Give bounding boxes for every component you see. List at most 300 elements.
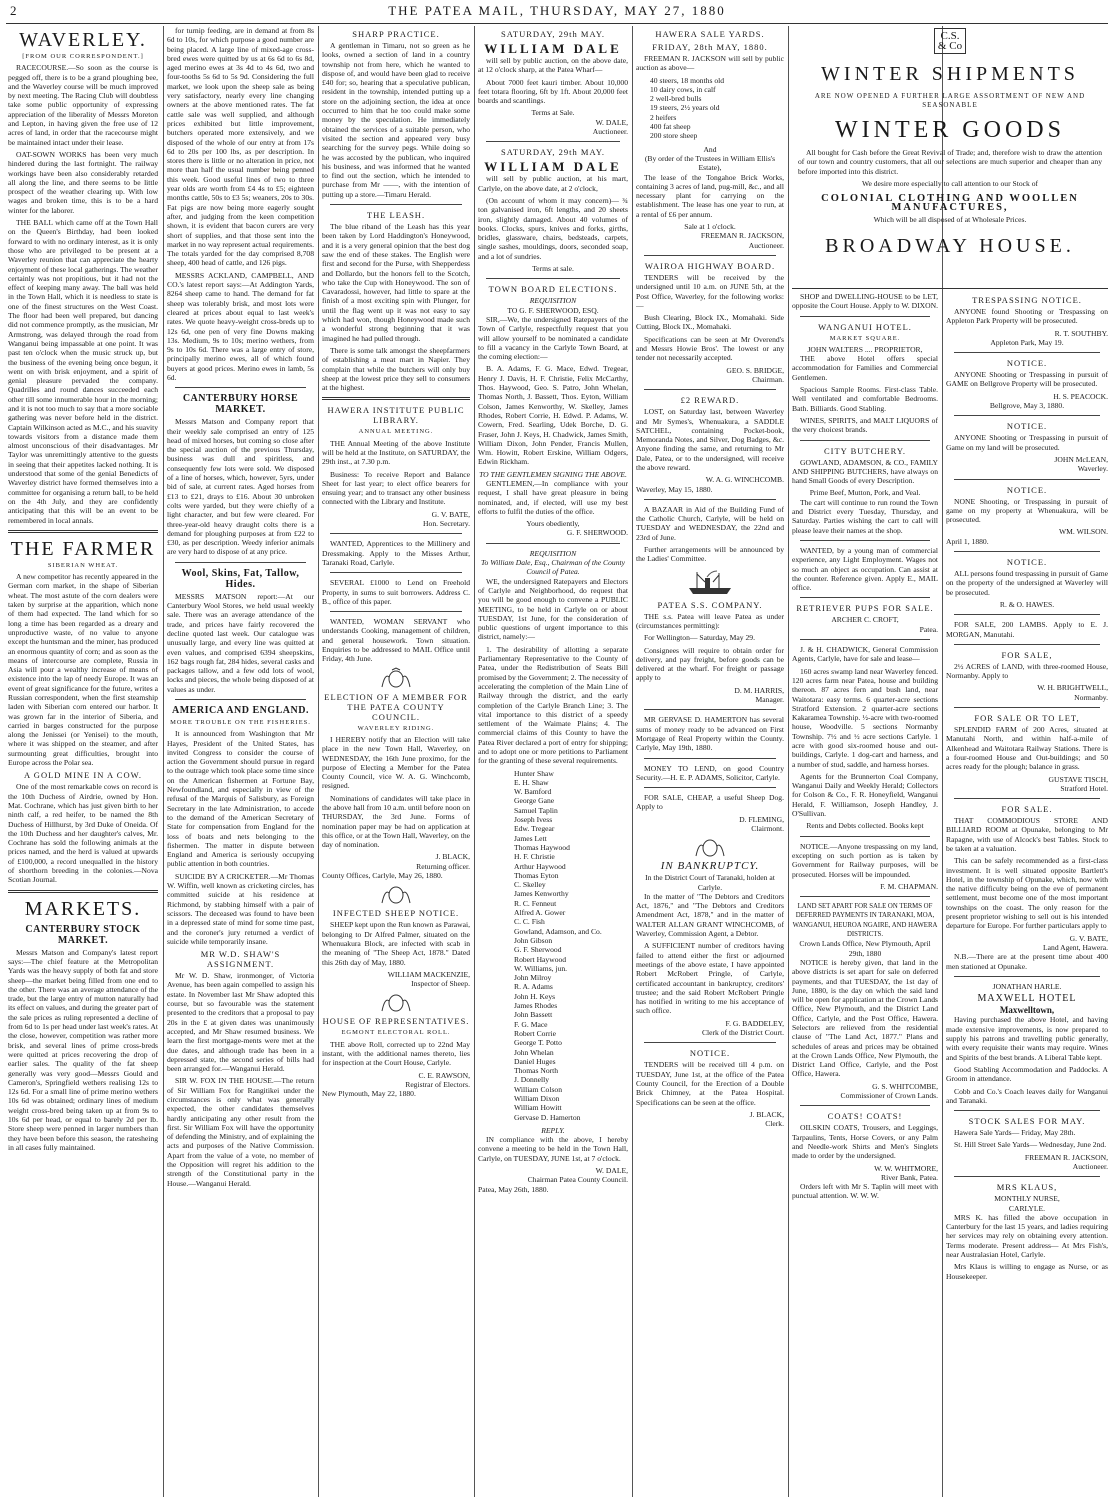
ad-text: Spacious Sample Rooms. First-class Table. Well ventilated and comfortable Bedrooms. Bath. Billiards. Good Stabling.: [792, 385, 938, 413]
ad-text: ANYONE Shooting or Trespassing in pursuit of Game on my land will be prosecuted.: [946, 433, 1108, 452]
ad-text: Mrs Klaus is willing to engage as Nurse, or as Housekeeper.: [946, 1262, 1108, 1281]
ad-rule: [800, 836, 930, 837]
signatory-name: George T. Potto: [514, 1038, 562, 1048]
royal-crest-icon: [693, 836, 727, 858]
article-headline: CANTERBURY HORSE MARKET.: [182, 393, 299, 416]
dateline: Waverley, May 15, 1880.: [636, 484, 713, 494]
ad-headline: PATEA S.S. COMPANY.: [657, 599, 763, 610]
signatory-name: John Milroy: [514, 973, 552, 983]
advert-headline: WINTER GOODS: [835, 117, 1065, 143]
ad-rule: [800, 316, 930, 317]
signature: WM. WILSON.: [1058, 527, 1108, 537]
article-headline: MR W.D. SHAW'S ASSIGNMENT.: [200, 949, 281, 970]
ad-rule: [644, 709, 776, 710]
ad-rule: [800, 1105, 930, 1106]
article-paragraph: THE BALL which came off at the Town Hall on the Queen's Birthday, had been looked forward to with no ordinary interest, as it is only those who are privileged to be present at a Waverley reunion that can appreciate the hearty enjoyment of these local gatherings. The weather certainly was not propitious, but it had not the effect of keeping many away. The ball was held in the Town Hall, which it is needless to state is one of the finest structures on the West Coast. The floor had been well prepared, but dancing did not commence promptly, as the musician, Mr Armstrong, was delayed through the road from Wanganui being impassable at one point. It was past ten o'clock when the music struck up, but the business of the evening being once begun, it went on with brisk enjoyment, and a spirit of genial pleasure pervaded the company. Quadrilles and round dances succeeded each other till some innumerable hour in the morning; and it is not too much to say that a more sociable gathering was never before held in the district. Captain Wilkinson acted as M.C., and his suavity towards visitors from a distance made them almost unconscious of their disadvantages. Mr Taylor was unremittingly attentive to the guests in seeing that their appetites lacked nothing. It is understood that some of the genial Benedicts of Waverley district have formed themselves into a committee for organising a return ball, to be held on the 4th July, and they are confidently anticipating that this will be an event to be remembered in local annals.: [8, 218, 158, 525]
ad-text: Consignees will require to obtain order for delivery, and pay freight, before goods can be delivered at the wharf. For freight or passage apply to: [636, 645, 784, 683]
signature: JOHN McLEAN,: [1054, 454, 1108, 464]
signature-title: Auctioneer.: [748, 240, 784, 250]
ad-text: Terms at Sale.: [531, 108, 575, 118]
ad-rule: [800, 440, 930, 441]
signature: G. V. BATE,: [431, 509, 470, 519]
ad-text: NOTICE is hereby given, that land in the above districts is set apart for sale on deferred payments, and that TUESDAY, the 1st day of June, 1880, is the day on which the said land will be open for application at the Crown Lands Office, New Plymouth, and the District Land Office, Carlyle, and the Post Office, Hawera. Selectors are relieved from the residential clause of "The Land Act, 1877." Plans and schedules of areas and prices may be obtained at the Crown Lands Office, New Plymouth, the District Land Office, Carlyle, and the Post Office, Hawera.: [792, 957, 938, 1079]
ad-text: 2½ ACRES of LAND, with three-roomed House, Normanby. Apply to: [946, 661, 1108, 681]
signatory-name: John Gibson: [514, 935, 553, 945]
ad-rule: [644, 389, 776, 390]
advert-text: Which will be all disposed of at Wholesale Prices.: [873, 214, 1027, 224]
ad-rule: [644, 758, 776, 759]
article-paragraph: A gentleman in Timaru, not so green as he looks, owned a section of land in a country township not from here, which he wanted to dispose of, and would have been glad to receive £40 for; so, hearing that a speculative publican, resident in the township, intended putting up a store on the adjoining section, the idea at once occurred to him that he too could make some money by the speculation. He immediately obtained the services of a suitable person, who visited the section and appeared very busy searching for the survey pegs. While doing so he was accosted by the publican, who inquired his business, and was informed that he wanted to find out the section, which he intended to purchase from Mr ——, with the intention of putting up a store.—Timaru Herald.: [322, 41, 470, 199]
signature: W. DALE,: [595, 117, 628, 127]
ad-rule: [954, 1110, 1100, 1111]
column-4: [478, 26, 628, 1497]
ad-text: TENDERS will be received till 4 p.m. on TUESDAY, June 1st, at the office of the Patea County Council, for the Erection of a Double Brick Chimney, at the Patea Hospital. Specifications can be seen at the office.: [636, 1060, 784, 1107]
ad-text: MONEY TO LEND, on good Country Security.—H. E. P. ADAMS, Solicitor, Carlyle.: [636, 763, 784, 782]
article-paragraph: The blue riband of the Leash has this year been taken by Lord Haddington's Honeywood, and it is a very general opinion that the best dog saw the end of these stakes. The English were first and second for the Purse, with Shepperdess and Dollardo, but the honors fell to the Scotch, who take the Cup with Honeywood. The son of Cavaradossi, however, had little to spare at the finish of a most exciting spin with Plunger, for until the flag went up it was not easy to say which had won, though Honeywood made such a wonderful strong beginning that it was imagined he had pulled through.: [322, 222, 470, 343]
signature-title: Normanby.: [1074, 692, 1108, 702]
ad-headline: SATURDAY, 29th MAY.: [500, 147, 606, 158]
signature: GUSTAVE TISCH,: [1048, 774, 1108, 784]
ad-text: B. A. Adams, F. G. Mace, Edwd. Tregear, Henry J. Davis, H. F. Christie, Felix McCarthy, Thos. Haywood, Geo. S. Patro, John Whelan, Thomas North, J. Bassett, Thos. Eyton, William Colson, James Kenworthy, W. Skelley, James Rhodes, Robert Corrie, H. Edwd. P. Adams, W. Cowern, Fred. Searling, Udek Borche, D. G. Fraser, John J. Keys, H. Chadwick, James Smith, William Dixon, John Pender, Francis Mullen, Wm. Howitt, Robert Erskine, William Odgers, Edwin Rickham.: [478, 364, 628, 467]
ad-rule: [644, 1042, 776, 1043]
ad-text: TENDERS will be received by the undersigned until 10 a.m. on JUNE 5th, at the Post Office, Waverley, for the following works:—: [636, 272, 784, 310]
ad-rule: [800, 896, 930, 897]
proprietor-name: JONATHAN HARLE.: [992, 981, 1062, 991]
signature-title: Auctioneer.: [1072, 1162, 1108, 1171]
ad-headline: FOR SALE.: [1001, 804, 1053, 815]
ad-headline: ELECTION OF A MEMBER FOR THE PATEA COUNTY COUNCIL.: [324, 691, 468, 722]
ad-headline: TOWN BOARD ELECTIONS.: [488, 284, 618, 295]
royal-crest-icon: [379, 667, 413, 689]
ad-text: WANTED, by a young man of commercial experience, any Light Employment. Wages not so much an object as occupation. Can assist at the counter. Reference given. Apply E., MAIL office.: [792, 545, 938, 593]
signature-title: Inspector of Sheep.: [411, 979, 470, 989]
article-paragraph: Mr W. D. Shaw, ironmonger, of Victoria Avenue, has been again compelled to assign his estate. In November last Mr Shaw adopted this course, but so favourable was the statement presented to the creditors that a proposal to pay 20s in the £ at given dates was unanimously accepted, and Mr Shaw resumed business. We learn the first mortgage-ments were met at the due dates, and although trade has been in a depressed state, the second series of bills had been arranged for.—Wanganui Herald.: [167, 971, 314, 1074]
article-headline: SHARP PRACTICE.: [352, 29, 440, 39]
column-1: [8, 26, 158, 1497]
ad-text: (By order of the Trustees in William Ellis's Estate),: [644, 153, 776, 173]
signatory-name: Robert Corrie: [514, 1028, 556, 1038]
column-divider: [318, 26, 319, 1497]
article-headline: A GOLD MINE IN A COW.: [24, 770, 142, 781]
signatory-name: H. F. Christie: [514, 852, 555, 862]
signatory-name: Alfred A. Gower: [514, 908, 566, 918]
signatory-list: [514, 769, 628, 1122]
signatory-name: C. Skelley: [514, 880, 546, 890]
signature: F. M. CHAPMAN.: [880, 881, 938, 891]
signature: W. A. G. WINCHCOMB.: [705, 475, 784, 485]
article-paragraph: A new competitor has recently appeared in the German corn market, in the shape of Siberian wheat. The most astute of the corn dealers were taken by surprise at the apparition, which none of them had expected. The land which for so long a time has been regarded as a dreary and unproductive waste, of no value to anyone except the huntsman and the miner, has produced an enormous quantity of corn; and as soon as the means of intercourse are complete, Russia in Asia will pour a wealthy increase of means of existence into the lap of needy Europe. It was an event of great significance for the future, writes a Russian correspondent, when the first steamship laden with Siberian corn entered our harbor. It was grown far in the interior of Siberia, and carried in barges constructed for the purpose along the Jenissei (or Yenisei) to the mouth, where it was shipped on the steamer, and after surmounting great difficulties, brought into Europe across the Polar sea.: [8, 572, 158, 768]
ad-text: NONE Shooting, or Trespassing in pursuit of game on my property at Whenuakura, will be prosecuted.: [946, 496, 1108, 525]
ad-headline: NOTICE.: [1006, 358, 1048, 369]
ad-rule: [954, 352, 1100, 353]
signatory-name: Hunter Shaw: [514, 768, 554, 778]
auctioneer-name: WILLIAM DALE: [484, 41, 622, 56]
ad-text: The lease of the Tongahoe Brick Works, containing 3 acres of land, pug-mill, &c., and all necessary plant for carrying on the establishment. The lease has one year to run, at a rental of £6 per annum.: [636, 172, 784, 219]
signatory-name: Thomas Haywood: [514, 842, 570, 852]
ad-text: GOWLAND, ADAMSON, & CO., FAMILY AND SHIPPING BUTCHERS, have always on hand Small Goods of every Description.: [792, 457, 938, 486]
ad-subtitle: CARLYLE.: [1008, 1203, 1046, 1213]
ad-text: ANYONE found Shooting or Trespassing on Appleton Park Property will be prosecuted.: [946, 307, 1108, 326]
signatory-name: E. H. Shaw: [514, 777, 549, 787]
signature: J. BLACK,: [749, 1109, 784, 1119]
ad-text: Further arrangements will be announced by the Ladies' Committee.: [636, 545, 784, 564]
ad-headline: RETRIEVER PUPS FOR SALE.: [796, 603, 934, 614]
signature-title: Hon. Secretary.: [423, 519, 470, 529]
ad-text: MRS K. has filled the above occupation in Canterbury for the last 15 years, and ladies requiring her services may rely on obtaining every attention. Terms moderate. Present address— At Mrs Fish's, near Australasian Hotel, Carlyle.: [946, 1212, 1108, 1260]
signatory-name: James Lett: [514, 833, 547, 843]
ad-headline: HAWERA SALE YARDS.: [655, 29, 765, 39]
ad-text: ANYONE Shooting or Trespassing in pursuit of GAME on Bellgrove Property will be prosecuted.: [946, 370, 1108, 389]
ad-text: FREEMAN R. JACKSON will sell by public auction as above—: [636, 54, 784, 73]
article-paragraph: There is some talk amongst the sheepfarmers of establishing a meat mart in Napier. They complain that while the butchers will only buy sheep at the lowest price they sell to consumers at the highest.: [322, 345, 470, 393]
ad-text: SHEEP kept upon the Run known as Parawai, belonging to Dr Alfred Palmer, situated on the Whenuakura Block, are infected with scab in the meaning of "The Sheep Act, 1878." Dated this 26th day of May, 1880.: [322, 920, 470, 967]
signature: R. & O. HAWES.: [999, 599, 1055, 609]
ad-text: THE above Hotel offers special accommodation for Families and Commercial Gentlemen.: [792, 354, 938, 382]
article-rule: [175, 699, 306, 700]
article-headline: CANTERBURY STOCK MARKET.: [25, 923, 141, 946]
ad-subtitle: To William Dale, Esq., Chairman of the County Council of Patea.: [480, 558, 625, 577]
signature: FREEMAN R. JACKSON,: [1024, 1152, 1108, 1162]
royal-crest-icon: [379, 991, 413, 1013]
signature: G. F. SHERWOOD.: [566, 528, 628, 538]
ad-text: THE above Roll, corrected up to 22nd May instant, with the additional names thereto, lies for inspection at the Court House, Carlyle.: [322, 1039, 470, 1068]
ad-headline: MAXWELL HOTEL: [977, 993, 1077, 1005]
ad-text: About 7000 feet kauri timber. About 10,000 feet totara flooring, 6ft by 1ft. About 20,000 feet boards and scantlings.: [478, 77, 628, 106]
ad-headline: WANGANUI HOTEL.: [818, 321, 912, 332]
signatory-name: F. G. Mace: [514, 1019, 548, 1029]
signature: G. V. BATE,: [1069, 933, 1108, 943]
page-number: 2: [10, 3, 17, 18]
article-headline: THE LEASH.: [366, 210, 426, 221]
signatory-name: William Howitt: [514, 1103, 562, 1113]
section-rule: [8, 890, 158, 893]
ad-text: Hawera Sale Yards— Friday, May 28th.: [954, 1128, 1076, 1138]
ad-headline: WAIROA HIGHWAY BOARD.: [644, 260, 776, 271]
company-logo: C.S. & Co: [934, 28, 966, 54]
ad-rule: [954, 976, 1100, 977]
signature: G. S. WHITCOMBE,: [872, 1081, 938, 1091]
dateline: April 1, 1880.: [946, 536, 989, 546]
ad-subtitle: FRIDAY, 28th MAY, 1880.: [652, 42, 768, 52]
ad-text: Orders left with Mr S. Taplin will meet with punctual attention. W. W. W.: [792, 1182, 938, 1201]
article-paragraph: OAT-SOWN WORKS has been very much hindered during the last fortnight. The railway workings have been also considerably retarded all along the line, and there seems to be little prospect of the weather clearing up. With low wages and broken time, this is to be a hard winter for the laborer.: [8, 149, 158, 215]
signatory-name: James Kenworthy: [514, 889, 569, 899]
article-headline: Wool, Skins, Fat, Tallow, Hides.: [181, 567, 300, 590]
ad-headline: COATS! COATS!: [827, 1111, 903, 1122]
signature: D. FLEMING,: [739, 814, 784, 824]
article-headline: AMERICA AND ENGLAND.: [172, 705, 309, 716]
ad-subtitle: WAVERLEY RIDING.: [357, 724, 435, 732]
signatory-name: Gervase D. Hamerton: [514, 1112, 581, 1122]
livestock-item: 2 well-bred bulls: [650, 94, 702, 104]
signatory-name: John H. Keys: [514, 991, 556, 1001]
ad-text: Cobb and Co.'s Coach leaves daily for Wanganui and Taranaki.: [946, 1086, 1108, 1105]
ad-text: SHOP and DWELLING-HOUSE to be LET, opposite the Court House. Apply to W. DIXON.: [792, 292, 938, 311]
article-paragraph: Messrs Matson and Company's latest report says:—The chief feature at the Metropolitan Yards was the heavy supply of both fat and store sheep—the market being filled from one end to the other. There was an average attendance of the trade, but the large entry of mutton naturally had its effect on values, and during the greater part of the sale prices as ruling represented a decline of from 6d to 1s per head under last week's rates. At the close, however, competition was rather more brisk, and several lines of prime cross-breds were quitted at prices recovering the drop of earlier sales. The quality of the fat sheep generally was very good—Messrs Gould and Cameron's, Springfield wethers realising 12s to 12s 6d. For a small line of prime merino wethers 10s 6d was obtained; ordinary lines of medium weight cross-bred being taken up at from 9s to 10s 6d per head, or equal to barely 2d per lb. Store sheep were penned in larger numbers than they have been before this season, the ratesheing in all cases fully maintained.: [8, 947, 158, 1152]
signatory-name: Arthur Haywood: [514, 861, 566, 871]
ad-text: ALL persons found trespassing in pursuit of Game on the property of the undersigned at Waverley will be prosecuted.: [946, 569, 1108, 597]
ad-text: Specifications can be seen at Mr Overend's and Messrs Howie Bros'. The lowest or any tender not necessarily accepted.: [636, 334, 784, 363]
ad-subtitle: TO G. F. SHERWOOD, ESQ.: [507, 305, 599, 315]
article-paragraph: SIR W. FOX IN THE HOUSE.—The return of Sir William Fox for Rangitikei under the circumstances is only what was generally expected, the other candidates themselves hardly anticipating any other result from the first. Sir William Fox will have the opportunity of defending the Ministry, and of explaining the acts and purposes of the Native Commission. Apart from the value of a vote, no member of the Opposition will regret his addition to the strength of the Constitutional party in the House.—Wanganui Herald.: [167, 1076, 314, 1188]
signature: ARCHER C. CROFT,: [831, 615, 899, 625]
ad-text: (On account of whom it may concern)— ¾ ton galvanised iron, 6ft lengths, and 20 sheets iron, slightly damaged. About 40 volumes of books. Clocks, spurs, knives and forks, girths, bridles, glassware, chairs, bedsteads, carpets, single sashes, mouldings, doors, seconded soap, and a lot of sundries.: [478, 195, 628, 261]
broadway-house-advert: [792, 26, 1108, 289]
dateline: Bellgrove, May 3, 1880.: [989, 401, 1065, 411]
ad-text: Yours obediently,: [526, 519, 580, 529]
livestock-list: [650, 76, 784, 141]
signature: WILLIAM MACKENZIE,: [387, 969, 470, 979]
column-divider: [788, 26, 789, 1497]
article-subtitle: SIBERIAN WHEAT.: [47, 561, 119, 569]
ad-rule: [954, 551, 1100, 552]
signature-title: Stratford Hotel.: [1060, 783, 1108, 793]
article-paragraph: SUICIDE BY A CRICKETER.—Mr Thomas W. Wiffin, well known as cricketing circles, has committed suicide at his residence at Richmond, by stabbing himself with a pair of scissors. The deceased was found to have been in a depressed state of mind for some time past, and the coroner's jury returned a verdict of suicide while temporarily insane.: [167, 871, 314, 946]
column-2: [167, 26, 314, 1497]
livestock-item: 19 steers, 2½ years old: [650, 103, 720, 113]
dateline: County Offices, Carlyle, May 26, 1880.: [322, 871, 443, 881]
signatory-name: C. C. Fish: [514, 917, 545, 927]
ad-text: THE s.s. Patea will leave Patea as under (circumstances permitting):: [636, 611, 784, 630]
ad-headline: NOTICE.: [1006, 557, 1048, 568]
ad-headline: NOTICE.: [1006, 484, 1048, 495]
ad-text: A SUFFICIENT number of creditors having failed to attend either the first or adjourned meetings of the above estate, I have appointed Robert McRobert Pringle, of Carlyle, certificated accountant in bankruptcy, creditors' trustee; and the said Robert McRobert Pringle has notified in writing to me his acceptance of such office.: [636, 941, 784, 1016]
ad-headline: STOCK SALES FOR MAY.: [968, 1116, 1086, 1127]
ad-text: Prime Beef, Mutton, Pork, and Veal.: [809, 488, 921, 498]
advert-text: All bought for Cash before the Great Revival of Trade; and, therefore wish to draw the attention of our town and country customers, that all our selections are much superior and cheaper than any before imported into this district.: [798, 148, 1102, 176]
masthead: [0, 0, 1114, 22]
signatory-name: R. A. Adams: [514, 982, 553, 992]
ad-text: In the matter of "The Debtors and Creditors Act, 1876," and "The Debtors and Creditors Amendment Act, 1878," and in the matter of WALTER ALLAN GRANT WINCHCOMB, of Waverley, Commission Agent, a Debtor.: [636, 891, 784, 939]
ad-headline: IN BANKRUPTCY.: [660, 860, 760, 873]
signature-title: Waverley.: [1077, 464, 1108, 474]
royal-crest-icon: [379, 883, 413, 905]
ad-rule: [644, 787, 776, 788]
livestock-item: 2 heifers: [650, 112, 677, 122]
ad-text: For Wellington— Saturday, May 29.: [644, 633, 755, 643]
ad-text: THAT COMMODIOUS STORE AND BILLIARD ROOM at Opunake, belonging to Mr Rapagne, with use of Alcock's best Tables. Stock to be taken at a valuation.: [946, 816, 1108, 853]
article-paragraph: RACECOURSE.—So soon as the course is pegged off, there is to be a grand ploughing bee, and the Waverley course will be much improved by next meeting. The Racing Club will doubtless take some public opportunity of expressing appreciation of the liberality of Messrs Moreton and Lepton, in having given the free use of 12 acres of land, in order that the racecourse might be maintained intact under their lease.: [8, 63, 158, 147]
ad-text: WANTED, Apprentices to the Millinery and Dressmaking. Apply to the Misses Arthur, Taranaki Road, Carlyle.: [322, 539, 470, 567]
ad-subtitle: MONTHLY NURSE,: [994, 1194, 1060, 1204]
ad-text: SEVERAL £1000 to Lend on Freehold Property, in sums to suit borrowers. Address C. B., office of this paper.: [322, 578, 470, 606]
signatory-name: John Bassett: [514, 1010, 553, 1020]
ad-text: SIR,—We, the undersigned Ratepayers of the Town of Carlyle, respectfully request that you will allow yourself to be nominated a candidate to fill a vacancy in the Carlyle Town Board, at the coming election:—: [478, 314, 628, 362]
signature-title: Land Agent, Hawera.: [1043, 942, 1108, 952]
signatory-name: Daniel Huges: [514, 1056, 556, 1066]
livestock-item: 40 steers, 18 months old: [650, 75, 725, 85]
signature-title: Clerk.: [765, 1119, 784, 1129]
column-3: [322, 26, 470, 1497]
ad-rule: [330, 572, 462, 573]
ad-text: FOR SALE, 200 LAMBS. Apply to E. J. MORGAN, Manutahi.: [946, 620, 1108, 639]
ad-text: I HEREBY notify that an Election will take place in the new Town Hall, Waverley, on WEDNESDAY, the 16th June proximo, for the purpose of Electing a Member for the Patea County Council, vice W. A. G. Winchcomb, resigned.: [322, 734, 470, 791]
ad-headline: NOTICE.: [689, 1048, 731, 1059]
advert-feature: COLONIAL CLOTHING AND WOOLLEN MANUFACTURES,: [821, 193, 1079, 214]
article-paragraph: It is announced from Washington that Mr Hayes, President of the United States, has invited Congress to consider the course of action the Government should pursue in regard to the outrage which took place some time since on the American fishermen at Fortune Bay, Newfoundland, and especially in view of the refusal of the Marquis of Salisbury, as Foreign Secretary in the late Administration, to accede to the demand of the American Secretary of State for compensation from England for the loss of boats and nets belonging to the fishermen. The matter in dispute between England and America is seriously occupying public attention in both countries.: [167, 729, 314, 869]
masthead-title: THE PATEA MAIL, THURSDAY, MAY 27, 1880: [388, 3, 726, 18]
ad-rule: [954, 644, 1100, 645]
ad-rule: [330, 611, 462, 612]
column-divider: [632, 26, 633, 1497]
signatory-name: G. F. Sherwood: [514, 945, 562, 955]
ad-headline: HAWERA INSTITUTE PUBLIC LIBRARY.: [327, 405, 465, 426]
ad-text: A BAZAAR in Aid of the Building Fund of the Catholic Church, Carlyle, will be held on TUESDAY and WEDNESDAY, the 22nd and 23rd of June.: [636, 504, 784, 542]
ad-text: OILSKIN COATS, Trousers, and Leggings, Tarpaulins, Tents, Horse Covers, or any Palm and Needle-work Shirts and Men's Singlets made to order by the undersigned.: [792, 1123, 938, 1161]
ad-text: SPLENDID FARM of 200 Acres, situated at Manutahi North, and within half-a-mile of Alkenhead and Waitotara Railway Stations. There is a four-roomed House and Out-buildings; and 50 acres ready for the plough; balance in grass.: [946, 725, 1108, 772]
signature: W. DALE,: [595, 1166, 628, 1176]
signature: F. G. BADDELEY,: [725, 1018, 784, 1028]
ad-headline: LAND SET APART FOR SALE ON TERMS OF DEFERRED PAYMENTS IN TARANAKI, MOA, WANGANUI, HEUROA NGAIRE, AND HAWERA DISTRICTS.: [792, 903, 938, 939]
signatory-name: Joseph Ivess: [514, 815, 553, 825]
article-paragraph: MESSRS ACKLAND, CAMPBELL, AND CO.'s latest report says:—At Addington Yards, 8264 sheep came to hand. The demand for fat sheep was tolerably brisk, and most lots were cleared at prices about equal to last week's rates. We quote heavy-weight cross-breds up to 12s 6d, one pen of very fine Downs making 13s. Medium, 9s to 10s; merino wethers, from 9s to 10s 6d. There was a large entry of store, principally merino ewes, all of which found buyers at good prices. Merino ewes in lamb, 5s 6d.: [167, 270, 314, 382]
ad-rule: [800, 540, 930, 541]
ad-rule: [800, 597, 930, 598]
signature-title: Chairman Patea County Council.: [527, 1175, 628, 1185]
signature: FREEMAN R. JACKSON,: [700, 231, 784, 241]
ad-text: NOTICE.—Anyone trespassing on my land, excepting on such portion as is taken by Government for Railway purposes, will be prosecuted. Horses will be impounded.: [792, 841, 938, 879]
ad-subtitle: REPLY.: [541, 1125, 565, 1135]
signature-title: Auctioneer.: [592, 127, 628, 137]
article-paragraph: MESSRS MATSON report:—At our Canterbury Wool Stores, we held usual weekly sale. There was an average attendance of the trade, and prices have fairly recovered the decline quoted last week. Our catalogue was unusually large, and every line was quitted at even values, and comprised 6394 sheepskins, 162 bags rough fat, 284 hides, several casks and packages tallow, and a few odd lots of wool, locks and pieces, the whole being disposed of at values as under.: [167, 591, 314, 694]
ad-text: Terms at sale.: [532, 264, 574, 274]
ad-text: MR GERVASE D. HAMERTON has several sums of money ready to be advanced on First Mortgage of Real Property within the County. Carlyle, May 19th, 1880.: [636, 715, 784, 753]
column-divider: [474, 26, 475, 1497]
ad-headline: £2 REWARD.: [680, 395, 740, 406]
article-rule: [175, 387, 306, 388]
ad-text: THE Annual Meeting of the above Institute will be held at the Institute, on SATURDAY, the 29th inst., at 7.30 p.m.: [322, 438, 470, 467]
signature: W. W. WHITMORE,: [874, 1163, 938, 1173]
signatory-name: William Colson: [514, 1084, 562, 1094]
ad-subtitle: EGMONT ELECTORAL ROLL.: [341, 1029, 451, 1037]
ad-text: IN compliance with the above, I hereby convene a meeting to be held in the Town Hall, Carlyle, on TUESDAY, JUNE 1st, at 7 o'clock.: [478, 1135, 628, 1163]
column-5: [636, 26, 784, 1497]
dateline: New Plymouth, May 22, 1880.: [322, 1089, 416, 1099]
signature-title: Clerk of the District Court.: [701, 1028, 784, 1038]
advert-subline: ARE NOW OPENED A FURTHER LARGE ASSORTMENT OF NEW AND SEASONABLE: [814, 92, 1086, 109]
article-subtitle: MORE TROUBLE ON THE FISHERIES.: [170, 719, 311, 726]
ad-text: FOR SALE, CHEAP, a useful Sheep Dog. Apply to: [636, 793, 784, 812]
ad-headline: TRESPASSING NOTICE.: [972, 295, 1082, 305]
ad-text: St. Hill Street Sale Yards— Wednesday, June 2nd.: [954, 1140, 1107, 1150]
signature-title: Patea.: [919, 624, 938, 634]
article-paragraph: for turnip feeding, are in demand at from 8s 6d to 10s, for which purpose a good number are being placed. A large line of mixed-age cross-bred ewes were quitted by us at 6s 6d to 6s 8d, aged merino ewes at 3s 4d to 4s 6d, two and four-tooths 5s 6d to 5s 9d. Considering the full market, we look upon the sheep sale as being very satisfactory, nearly every line changing owners at the above mentioned rates. The fat cattle sale was well supplied, and although prices exhibited but little improvement, butchers operated more extensively, and we disposed of the whole of our entry at from 17s 6d to 20s per 100 lbs, as per description. In stores there is little or no alteration in price, not more than half the usual number being penned this week. Good useful lines of two to three year olds are worth from £4 4s to £5; eighteen months cattle, 50s to £3 5s; weaners, 20s to 30s. Fat pigs are now being more eagerly sought after, and judging from the keen competition shown, it is evident that bacon curers are very short of supplies, and that those sent into the market in no way represent actual requirements. The totals yarded for the day comprised 8,708 sheep, 400 head of cattle, and 126 pigs.: [167, 26, 314, 268]
signatory-name: James Rhodes: [514, 1001, 558, 1011]
ad-rule: [486, 278, 620, 279]
ad-rule: [644, 499, 776, 500]
ad-subtitle: MARKET SQUARE.: [829, 334, 901, 342]
ad-text: Nominations of candidates will take place in the above hall from 10 a.m. until before noon on THURSDAY, the 3rd June. Forms of nomination paper may be had on application at this office, or at the Town Hall, Waverley, on the day of nomination.: [322, 793, 470, 850]
signatory-name: Samuel Taplin: [514, 805, 558, 815]
section-rule: [8, 530, 158, 533]
signature: J. BLACK,: [435, 852, 470, 862]
ad-text: WINES, SPIRITS, and MALT LIQUORS of the very choicest brands.: [792, 415, 938, 435]
section-title-markets: MARKETS.: [24, 897, 142, 920]
signature: H. S. PEACOCK.: [1053, 391, 1108, 401]
ad-rule: [954, 614, 1100, 615]
ad-text: will sell by public auction, at his mart, Carlyle, on the above date, at 2 o'clock,: [478, 174, 628, 193]
ad-text: 1. The desirability of allotting a separate Parliamentary Representative to the County of Patea, under the Redistribution of Seats Bill promised by the Government; 2. The necessity of accelerating the completion of the Main Line of Railway through the district, and the early completion of the Carlyle Branch Line; 3. The vital importance to this district of a speedy settlement of the Waimate Plains; 4. The commercial claims of this County to have the Patea River declared a port of entry for shipping; and to adopt one or more petitions to Parliament for the granting of these several requirements.: [478, 644, 628, 766]
signatory-name: R. C. Fenneut: [514, 898, 557, 908]
signatory-name: Thomas North: [514, 1066, 559, 1076]
column-8: [946, 292, 1108, 1497]
ad-text: Agents for the Brunnerton Coal Company, Wanganui Daily and Weekly Herald; Collectors for Colson & Co., F. R. Honeyfield, Wanganui Herald, F. Williamson, Joseph Handley, J. O'Sullivan.: [792, 771, 938, 819]
signatory-name: J. Donnelly: [514, 1075, 550, 1085]
signatory-name: W. Bamford: [514, 787, 552, 797]
ad-rule: [330, 533, 462, 534]
ad-headline: INFECTED SHEEP NOTICE.: [332, 908, 460, 919]
ad-rule: [954, 479, 1100, 480]
signature-title: Clairmont.: [751, 824, 784, 833]
article-rule: [175, 562, 306, 563]
signature-title: Commissioner of Crown Lands.: [840, 1091, 938, 1101]
article-rule: [330, 204, 462, 205]
section-title-waverley: WAVERLEY.: [19, 29, 147, 51]
ad-rule: [954, 415, 1100, 416]
dateline: Appleton Park, May 19.: [990, 337, 1064, 347]
signatory-name: Edw. Tregear: [514, 824, 555, 834]
signature-title: River Bank, Patea.: [881, 1172, 938, 1182]
ad-rule: [954, 1176, 1100, 1177]
ad-subtitle: REQUISITION: [529, 548, 577, 558]
ad-rule: [486, 141, 620, 142]
ad-subtitle: REQUISITION: [529, 296, 577, 306]
signatory-name: John Whelan: [514, 1047, 554, 1057]
section-rule: [322, 397, 470, 400]
ad-text: The cart will continue to run round the Town and District every Tuesday, Thursday, and Saturday. Parties wishing the cart to call will please leave their names at the shop.: [792, 497, 938, 535]
ad-text: J. & H. CHADWICK, General Commission Agents, Carlyle, have for sale and lease—: [792, 645, 938, 664]
correspondent-line: [FROM OUR CORRESPONDENT.]: [22, 53, 144, 60]
livestock-item: 400 fat sheep: [650, 122, 691, 132]
ad-subtitle: Maxwelltown,: [999, 1005, 1055, 1016]
advert-store-name: BROADWAY HOUSE.: [825, 235, 1075, 258]
auctioneer-name: WILLIAM DALE: [484, 159, 622, 175]
masthead-rule: [6, 23, 1108, 24]
ad-subtitle: ANNUAL MEETING.: [358, 428, 434, 436]
ad-headline: HOUSE OF REPRESENTATIVES.: [322, 1016, 470, 1027]
ad-headline: SATURDAY, 29th MAY.: [500, 29, 606, 39]
signatory-name: William Dixon: [514, 1093, 560, 1103]
signatory-name: W. Williams, jun.: [514, 963, 568, 973]
ad-text: This can be safely recommended as a first-class investment. It is well situated opposite Bartlett's Hotel, in the township of Opunake, which, now with the native difficulty being on the eve of permanent settlement, must become one of the most important townships on the coast. The only reason for the present proprietor wishing to sell out is his intended departure for Europe. For further particulars apply to: [946, 856, 1108, 931]
ad-text: WE, the undersigned Ratepayers and Electors of Carlyle and Neighborhood, do request that you will be good enough to convene a PUBLIC MEETING, to be held in Carlyle on or about TUESDAY, 1st June, for the consideration of public questions of urgent importance to this district, namely:—: [478, 576, 628, 642]
ad-text: N.B.—There are at the present time about 400 men stationed at Opunake.: [946, 952, 1108, 971]
ad-text: Sale at 1 o'clock.: [684, 222, 736, 232]
ad-text: WANTED, WOMAN SERVANT who understands Cooking, management of children, and general housework. Town situation. Enquiries to be addressed to MAIL Office until Friday, 4th June.: [322, 617, 470, 664]
ad-text: Having purchased the above Hotel, and having made extensive improvements, is now prepared to supply his patrons and travelling public generally, with every requisite their wants may require. Wines and Spirits of the best brands. A Liberal Table kept.: [946, 1015, 1108, 1062]
ad-text: In the District Court of Taranaki, holden at Carlyle.: [645, 873, 775, 892]
signature-title: Registrar of Electors.: [405, 1079, 470, 1089]
signature: D. M. HARRIS,: [734, 685, 784, 695]
signature-title: Returning officer.: [416, 861, 470, 871]
column-7: [792, 292, 938, 1497]
ad-text: Rents and Debts collected. Books kept: [806, 821, 924, 831]
livestock-item: 200 store sheep: [650, 131, 698, 141]
ad-text: 160 acres swamp land near Waverley fenced. 120 acres farm near Patea, house and building thereon. 87 acres fern and bush land, near Waitotara: easy terms. 6 quarter-acre sections Stratford Extension. 2 quarter-acre sections Kakaramea Township. ½-acre with two-roomed house, Woodville. 5 sections Normanby Township. 7½ and ½ acre sections Carlyle. 1 acre with good six-roomed house and out-buildings, Carlyle. 1 dog-cart and harness, and a number of stud, saddle, and harness horses.: [792, 666, 938, 769]
article-paragraph: Messrs Matson and Company report that their weekly sale comprised an entry of 125 head of mixed horses, but coming so close after the special auction of the previous Thursday, business was dull and spiritless, and consequently few lots were sold. We disposed of a line of horses, which, however, 5yrs, under bid of sale, at current rates. Aged horses from £13 to £21, drays to £16. About 30 unbroken colts were yarded, but they were chiefly of a light character, and but few were cleared. For three-year-old heavy draught colts there is a demand for ploughing purposes at from £22 to £30, as per description. Weedy inferior animals are very hard to dispose of at any price.: [167, 417, 314, 557]
signatory-name: Robert Haywood: [514, 954, 567, 964]
ad-headline: NOTICE.: [1006, 421, 1048, 432]
ad-text: will sell by public auction, on the above date, at 12 o'clock sharp, at the Patea Wharf—: [478, 56, 628, 75]
ad-headline: FOR SALE OR TO LET,: [974, 713, 1080, 724]
article-paragraph: One of the most remarkable cows on record is the 10th Duchess of Airdrie, owned by Hon. Mat. Cochrane, which has just given birth to her ninth calf, a red heifer, to be named the 8th Duchess of Hillhurst, by 3rd Duke of Oneida. Of the 10th Duchess and her daughter's calves, Mr. Cochrane has sold the following animals at the prices named, and the herd is valued at upwards of £100,000, a record unequalled in the history of shorthorn breeding in the colonies.—Nova Scotian Journal.: [8, 782, 158, 885]
signature: GEO. S. BRIDGE,: [726, 365, 784, 375]
signature: W. H. BRIGHTWELL,: [1037, 683, 1108, 693]
ad-rule: [954, 798, 1100, 799]
advert-headline: WINTER SHIPMENTS: [821, 63, 1079, 85]
ad-text: Business: To receive Report and Balance Sheet for last year; to elect office bearers for ensuing year; and to transact any other business connected with the Library and Institute.: [322, 469, 470, 507]
ad-rule: [644, 255, 776, 256]
